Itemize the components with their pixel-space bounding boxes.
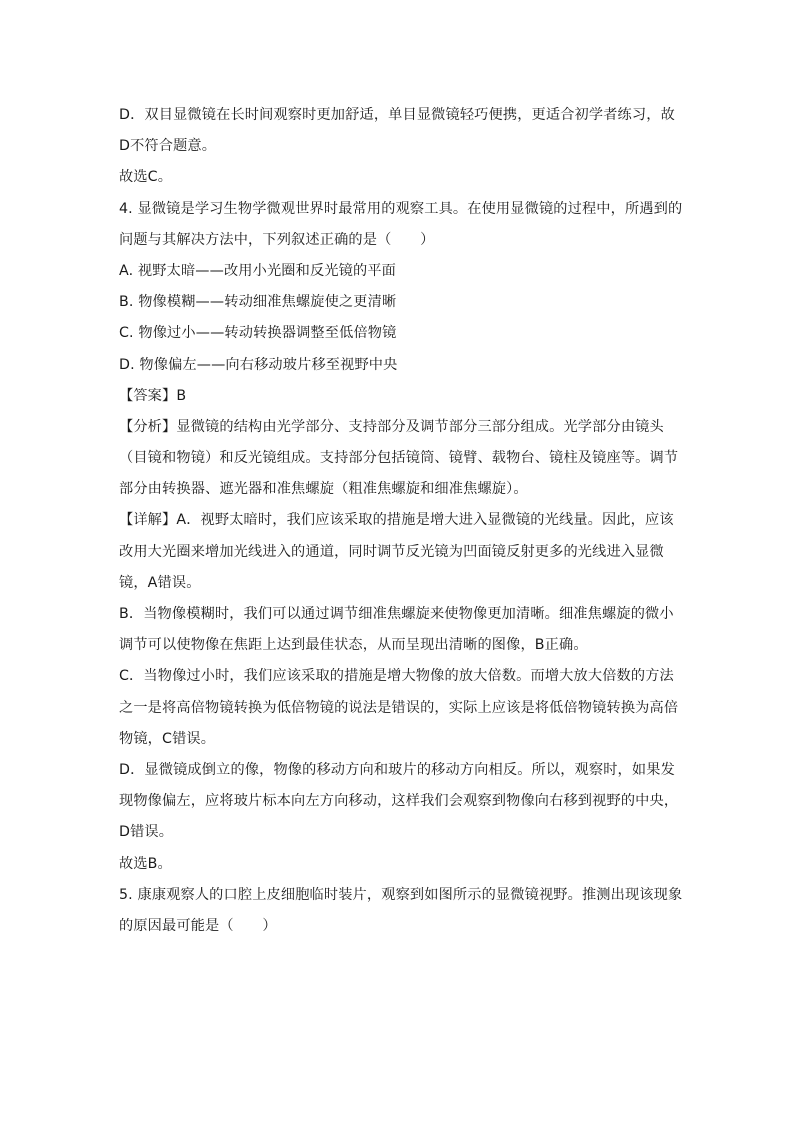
text-line: D．双目显微镜在长时间观察时更加舒适，单目显微镜轻巧便携，更适合初学者练习，故: [119, 107, 675, 123]
detail-line: D错误。: [119, 824, 174, 841]
analysis-line: （目镜和物镜）和反光镜组成。支持部分包括镜筒、镜臂、载物台、镜柱及镜座等。调节: [119, 450, 679, 467]
detail-line: D．显微镜成倒立的像，物像的移动方向和玻片的移动方向相反。所以，观察时，如果发: [119, 761, 675, 778]
detail-line: 镜，A错误。: [119, 574, 201, 591]
detail-line: 调节可以使物像在焦距上达到最佳状态，从而呈现出清晰的图像，B正确。: [119, 637, 588, 654]
question-4-stem-cont: 问题与其解决方法中，下列叙述正确的是（ ）: [119, 231, 435, 248]
analysis-line: 部分由转换器、遮光器和准焦螺旋（粗准焦螺旋和细准焦螺旋）。: [119, 481, 528, 498]
conclusion-line: 故选B。: [119, 855, 172, 872]
detail-line: 物镜，C错误。: [119, 730, 216, 747]
detail-line: 改用大光圈来增加光线进入的通道，同时调节反光镜为凹面镜反射更多的光线进入显微: [119, 543, 664, 560]
detail-line: 现物像偏左，应将玻片标本向左方向移动，这样我们会观察到物像向右移到视野的中央，: [119, 793, 679, 810]
question-5-stem-cont: 的原因最可能是（ ）: [119, 917, 277, 934]
detail-line: 【详解】A．视野太暗时，我们应该采取的措施是增大进入显微镜的光线量。因此，应该: [119, 512, 674, 529]
detail-line: C．当物像过小时，我们应该采取的措施是增大物像的放大倍数。而增大放大倍数的方法: [119, 668, 674, 685]
text-line: 故选C。: [119, 169, 173, 186]
analysis-line: 【分析】显微镜的结构由光学部分、支持部分及调节部分三部分组成。光学部分由镜头: [119, 418, 664, 435]
question-5-stem: 5. 康康观察人的口腔上皮细胞临时装片，观察到如图所示的显微镜视野。推测出现该现象: [119, 886, 683, 903]
option-a: A. 视野太暗——改用小光圈和反光镜的平面: [119, 262, 397, 279]
text-line: D不符合题意。: [119, 138, 217, 155]
option-c: C. 物像过小——转动转换器调整至低倍物镜: [119, 325, 397, 342]
answer-line: 【答案】B: [119, 387, 187, 404]
option-b: B. 物像模糊——转动细准焦螺旋使之更清晰: [119, 294, 397, 311]
question-4-stem: 4. 显微镜是学习生物学微观世界时最常用的观察工具。在使用显微镜的过程中，所遇到的: [119, 200, 683, 217]
detail-line: B．当物像模糊时，我们可以通过调节细准焦螺旋来使物像更加清晰。细准焦螺旋的微小: [119, 606, 674, 622]
option-d: D. 物像偏左——向右移动玻片移至视野中央: [119, 356, 398, 373]
detail-line: 之一是将高倍物镜转换为低倍物镜的说法是错误的，实际上应该是将低倍物镜转换为高倍: [119, 699, 679, 716]
document-body: [119, 100, 683, 942]
